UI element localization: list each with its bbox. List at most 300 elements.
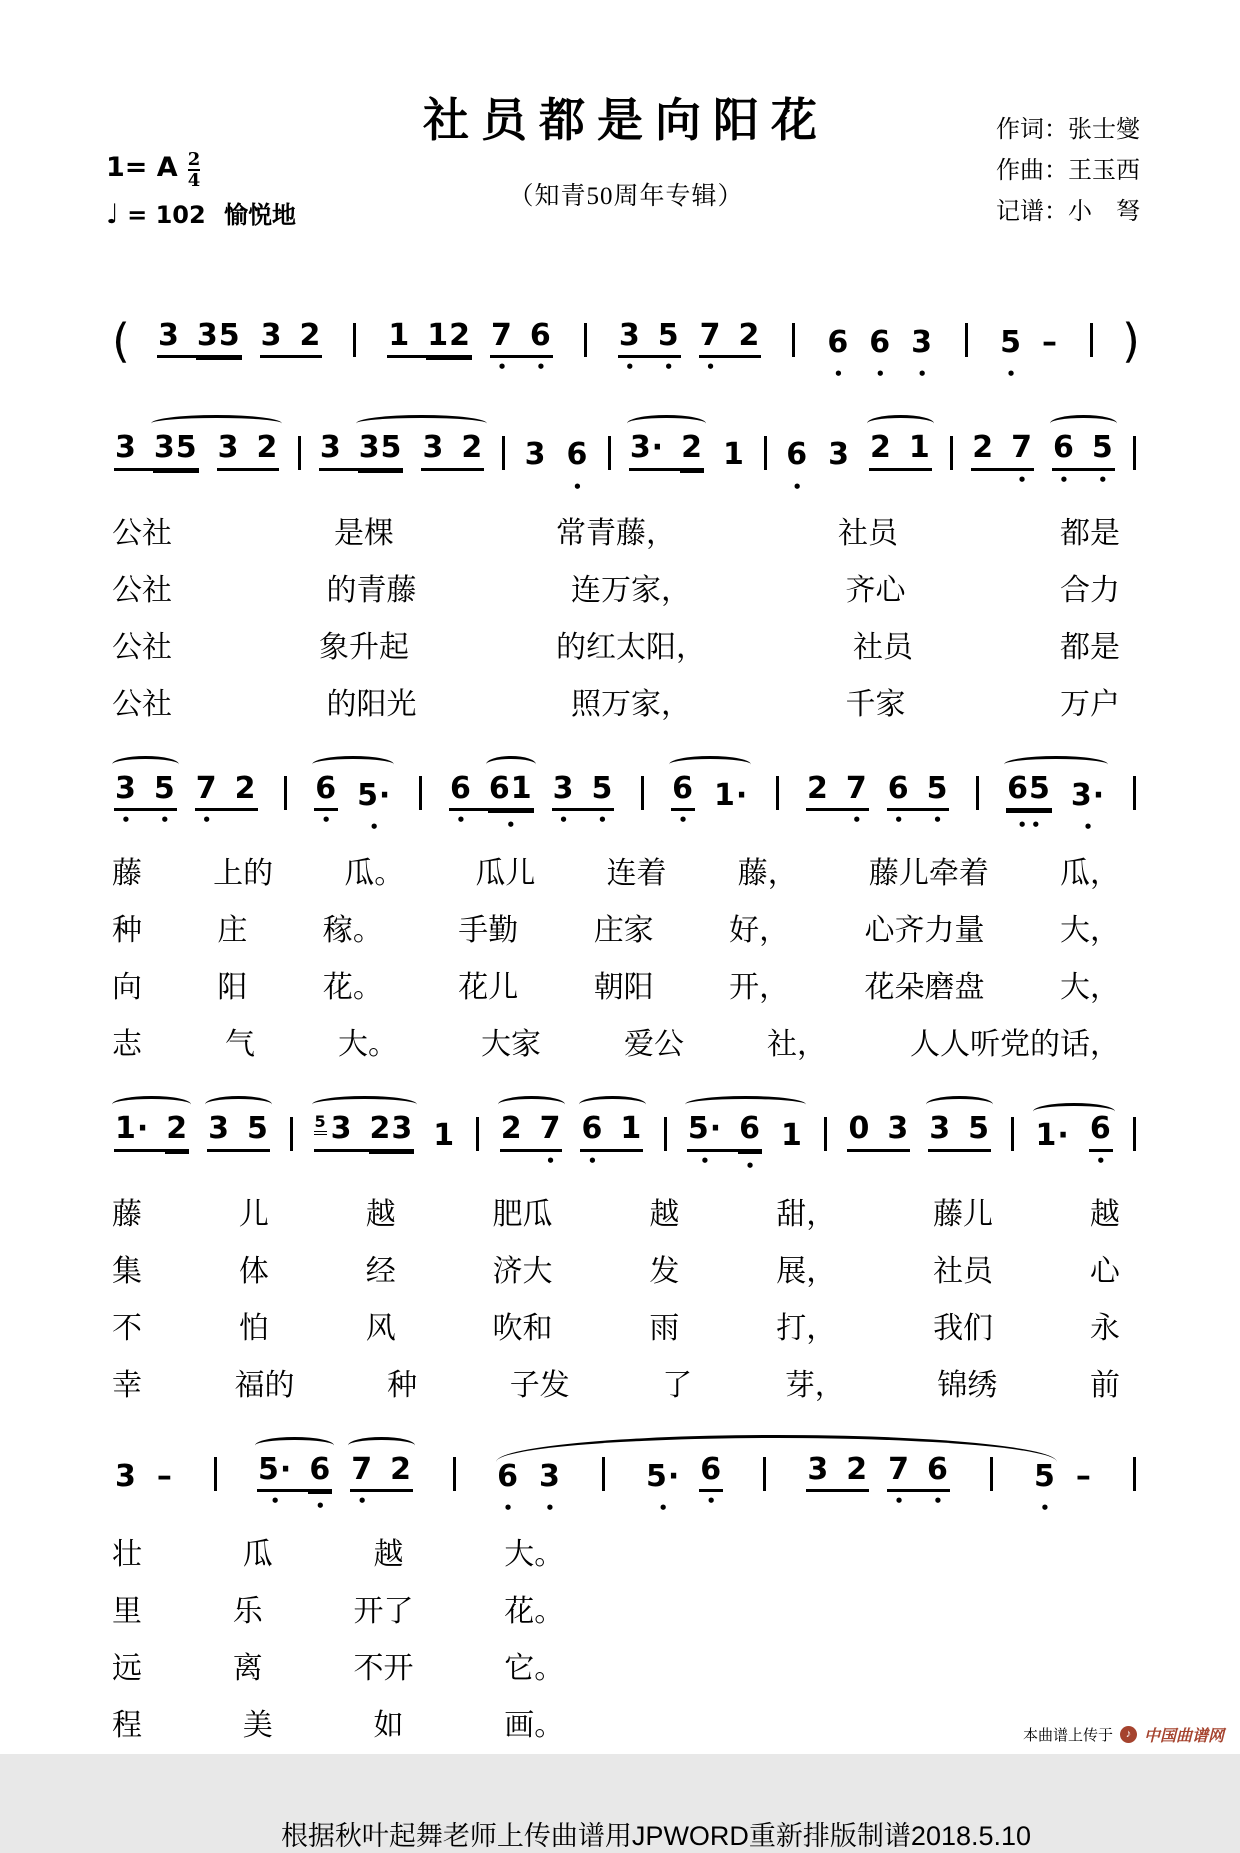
lyric-syllable: 象升起 [319,630,409,664]
note-number: 6 [672,770,694,806]
beam-group [207,1113,270,1152]
note-number: 1 [388,317,411,353]
octave-dot: • [1006,365,1020,383]
jianpu-note [928,1113,952,1145]
beam-group [566,437,590,496]
lyric-syllable: 心齐力量 [864,914,985,947]
octave-dot: • [917,365,931,383]
jianpu-note [1091,430,1115,489]
measure [685,1111,806,1175]
slur-arc [348,1437,415,1454]
lyric-row [112,679,1140,723]
lyric-row [112,1586,564,1630]
slur-arc [112,756,179,773]
octave-dot: • [597,811,612,829]
jianpu-note [847,1113,871,1145]
note-number: – [1075,1458,1092,1494]
lyric-syllable: 永 [1089,1311,1120,1345]
measure [627,432,748,471]
lyric-syllable: 经 [365,1254,396,1288]
measure [522,437,592,496]
note-number: 3· [1070,777,1106,813]
note-number: 5 [153,770,176,806]
note-number: 3 [911,324,934,360]
measure [845,1113,993,1152]
octave-dot: • [369,818,383,836]
beam-group [195,770,258,829]
beam-group [999,324,1023,383]
lyric-syllable: 花儿 [458,971,519,1004]
beam-group [490,317,553,376]
note-number: 3 [929,1111,952,1146]
lyric-syllable: 它。 [504,1652,565,1685]
music-line [112,406,1140,495]
jianpu-note [827,439,851,471]
lyric-syllable: 藤儿牵着 [868,857,989,890]
note-number: 5· [687,1111,723,1146]
note-number: 1· [115,1111,150,1146]
note-number: 3 [552,770,575,806]
barline [990,1457,993,1491]
beam-group [350,1451,413,1510]
measure [1033,1111,1115,1170]
slur-arc [579,1096,646,1113]
lyric-syllable: 心 [1089,1254,1120,1288]
measure [616,317,764,376]
note-number: 0 [848,1111,871,1146]
beam-group [552,770,615,829]
note-number: 6 [926,1451,949,1487]
lyric-syllable: 幸 [112,1368,142,1402]
quarter-note-icon: ♩ [106,199,119,230]
lyric-syllable: 雨 [649,1311,680,1345]
lyric-row [112,962,1140,1006]
lyric-syllable: 越 [373,1538,404,1571]
music-system [112,286,1140,382]
measure [112,1458,176,1494]
lyric-row [112,905,1140,949]
lyric-syllable: 朝阳 [593,971,654,1004]
lyric-syllable: 我们 [933,1311,994,1345]
lyric-row [112,1643,564,1687]
jianpu-note [999,324,1023,383]
jianpu-note [1052,430,1076,489]
lyric-syllable: 是棵 [334,516,394,550]
jianpu-note [722,439,746,471]
note-number: 2 [738,317,761,353]
beam-group [645,1458,681,1517]
jianpu-note [165,1113,189,1145]
measure [317,432,486,471]
jianpu-note [387,317,411,353]
barline [419,776,422,810]
note-number: 35 [153,430,198,465]
jianpu-note [490,317,514,376]
jianpu-note [114,1113,150,1145]
barline [776,776,779,810]
jianpu-note [713,777,749,813]
music-note-icon: ♪ [1125,1728,1132,1740]
lyric-syllable: 齐心 [845,573,906,607]
barline [502,436,505,470]
note-number: 6 [315,770,338,806]
measure [494,1458,564,1517]
jianpu-note [488,770,534,834]
note-number: 3 [115,430,137,465]
barline [284,776,287,810]
octave-dot: • [321,811,335,829]
lyric-syllable: 瓜， [1059,857,1120,890]
measure [783,430,934,496]
lyric-syllable: 种 [387,1368,418,1402]
beam-group [1006,770,1052,834]
grace-note: 5 [314,1114,327,1135]
lyric-syllable: 开了 [353,1595,414,1628]
note-number: 3 [115,1458,137,1494]
note-number: 1 [620,1111,643,1146]
lyric-syllable: 稼。 [322,914,383,947]
lyric-syllable: 画。 [504,1709,565,1742]
octave-dot: • [456,811,470,829]
octave-dot: • [545,1151,560,1170]
close-paren: ) [1122,314,1140,368]
lyric-syllable: 福的 [234,1368,295,1402]
lyric-syllable: 藤， [737,857,798,890]
measure [1031,1458,1095,1517]
note-number: 6 [1089,1111,1112,1146]
octave-dot: • [1095,1151,1110,1170]
music-line [112,747,1140,836]
jianpu-note [869,432,893,464]
transcriber-credit: 记谱：小 弩 [996,199,1140,225]
beam-group [868,324,892,383]
lyric-syllable: 公社 [112,687,172,721]
tempo-marking [106,195,296,230]
octave-dot: • [545,1499,559,1517]
slur-arc [312,1096,417,1113]
beam-group [869,432,932,471]
octave-dot: • [160,811,174,829]
octave-dot: • [932,811,947,829]
jianpu-note [449,770,473,829]
jianpu-note [257,1451,293,1510]
jianpu-note [369,1113,415,1145]
lyric-syllable: 照万家， [571,687,691,721]
octave-dot: • [893,811,908,829]
jianpu-note [195,770,219,829]
note-number: 3 [330,1111,353,1146]
octave-dot: • [503,1499,517,1517]
beam-group [114,1458,138,1494]
lyric-syllable: 社员 [933,1254,994,1288]
note-number: 1 [433,1118,456,1153]
upload-prefix: 本曲谱上传于 [1022,1727,1113,1744]
lyric-syllable: 社员 [853,630,913,664]
barline [1011,1117,1014,1151]
lyric-syllable: 连万家， [571,573,691,607]
jianpu-note [591,770,615,829]
beam-group [432,1120,456,1152]
jianpu-note [260,317,284,353]
music-system [112,1428,1140,1745]
slur-arc [496,1435,1057,1462]
jianpu-note [967,1113,991,1145]
jianpu-note [156,1458,174,1494]
jianpu-note [886,1113,910,1145]
beam-group [538,1458,562,1517]
jianpu-note [629,432,665,464]
octave-dot: • [505,816,520,834]
lyric-syllable: 都是 [1060,516,1120,550]
key-tempo-block [106,148,296,230]
beam-group [449,770,534,834]
beam-group [847,1113,910,1152]
note-number: 6 [529,317,552,353]
music-line [112,1087,1140,1176]
beam-group [319,432,404,471]
beam-group [910,324,934,383]
octave-dot: • [1040,1499,1054,1517]
octave-dot: • [833,365,848,383]
lyric-syllable: 大。 [338,1028,398,1061]
lyric-syllable: 藤 [112,857,142,890]
beam-group [314,770,338,829]
jianpu-note [524,439,548,471]
barline [602,1457,605,1491]
note-number: 2 [500,1111,523,1146]
note-number: 35 [358,430,403,465]
note-number: 35 [196,317,241,353]
lyric-row [112,1360,1140,1404]
beam-group [157,317,242,359]
jianpu-note [246,1113,270,1145]
lyric-syllable: 庄 [217,914,248,947]
lyric-syllable: 甜， [776,1197,837,1231]
score-body [112,286,1140,1744]
jianpu-note [539,1111,563,1170]
note-number: 1· [713,777,749,813]
lyric-row [112,1019,1140,1063]
slur-arc [926,1096,993,1113]
beam-group [806,770,869,829]
octave-dot: • [1083,818,1097,836]
note-number: – [1041,324,1058,360]
lyric-syllable: 大， [1059,971,1120,1004]
octave-dot: • [875,365,890,383]
music-system [112,747,1140,1064]
measure [824,324,936,383]
jianpu-note [845,770,869,829]
octave-dot: • [1017,470,1031,489]
note-number: 7 [888,1451,910,1487]
jianpu-note [153,432,199,464]
lyric-syllable: 好， [729,914,790,947]
octave-dot: • [625,358,639,376]
beam-group [827,439,851,471]
note-number: 3· [629,430,665,465]
lyric-syllable: 公社 [112,573,172,607]
slur-arc [1033,1103,1115,1120]
beam-group [156,1458,174,1494]
note-number: 3 [208,1111,231,1146]
lyric-syllable: 瓜儿 [475,857,536,890]
lyric-syllable: 庄家 [593,914,654,947]
octave-dot: • [678,811,692,829]
note-number: 2 [870,430,892,465]
song-title: 社员都是向阳花 [423,94,829,146]
note-number: 5 [968,1111,990,1146]
beam-group [1041,324,1059,360]
barline [584,323,587,357]
lyric-syllable: 常青藤， [556,516,676,550]
beam-group [114,1113,189,1152]
lyric-syllable: 乐 [232,1595,263,1628]
score-header [106,84,1140,262]
barline [763,1457,766,1491]
note-number: 6 [497,1458,519,1494]
measure [385,317,554,376]
octave-dot: • [497,358,511,376]
beam-group [580,1111,643,1170]
lyric-syllable: 社， [767,1028,827,1061]
lyric-syllable: 济大 [492,1254,553,1288]
jianpu-note [618,317,642,376]
beam-group [1070,777,1106,836]
lyric-syllable: 的青藤 [326,573,417,607]
note-number: 6 [700,1451,723,1487]
lyric-syllable: 公社 [112,630,172,664]
jianpu-note [234,770,258,806]
lyric-row [112,1529,564,1573]
note-number: 1 [908,430,931,465]
jianpu-note [926,770,950,829]
note-number: 3 [157,317,180,353]
jianpu-note [432,1120,456,1152]
jianpu-note [308,1451,332,1515]
measure [312,770,394,836]
jianpu-note [314,1113,354,1145]
jianpu-note [737,317,761,353]
barline [214,1457,217,1491]
lyric-syllable: 手勤 [458,914,519,947]
lyric-syllable: 千家 [845,687,906,721]
lyric-row [112,1246,1140,1290]
note-number: 5 [1000,324,1022,360]
note-number: 6 [869,324,892,360]
beam-group [722,439,746,471]
lyric-syllable: 藤儿 [933,1197,994,1231]
beam-group [780,1120,804,1152]
note-number: 2 [234,770,257,806]
note-number: 3 [260,317,283,353]
octave-dot: • [201,811,216,829]
beam-group [629,432,704,471]
measure [155,317,324,359]
beam-group [618,317,681,376]
beam-group [114,432,199,471]
lyric-syllable: 集 [112,1254,142,1288]
note-number: 7 [699,317,722,353]
jianpu-note [780,1120,804,1152]
note-number: 61 [488,770,533,806]
note-number: 2 [166,1111,189,1146]
lyric-syllable: 上的 [213,857,274,890]
note-number: 6 [786,437,809,472]
lyric-syllable: 花。 [504,1595,565,1628]
measure [997,324,1061,383]
barline [608,436,611,470]
barline [1133,1117,1136,1151]
beam-group [524,439,548,471]
lyric-syllable: 藤 [112,1197,142,1231]
note-number: 2 [806,770,829,806]
note-number: 2 [256,430,279,465]
octave-dot: • [700,1151,714,1170]
lyric-syllable: 爱公 [624,1028,684,1061]
beam-group [257,1451,332,1515]
lyric-row [112,622,1140,666]
octave-dot: • [933,1492,947,1510]
measure [969,430,1117,489]
note-number: 6 [1052,430,1075,465]
note-number: 3 [319,430,342,465]
note-number: 5 [1091,430,1114,465]
slur-arc [255,1437,334,1454]
beam-group [1075,1458,1093,1494]
jianpu-note [529,317,553,376]
jianpu-note [538,1458,562,1517]
note-number: 1· [1035,1118,1070,1153]
note-number: 3 [807,1451,830,1487]
beam-group [699,317,762,376]
note-number: 23 [369,1111,414,1146]
beam-group [421,432,484,471]
jianpu-note [785,437,809,496]
lyric-syllable: 儿 [238,1197,269,1231]
lyric-syllable: 大， [1059,914,1120,947]
music-system [112,406,1140,723]
slur-arc [685,1096,806,1113]
lyric-syllable: 肥瓜 [492,1197,553,1231]
note-number: 3 [524,437,547,472]
jianpu-note [298,317,322,353]
slur-arc [1004,756,1108,773]
beam-group [928,1113,991,1152]
octave-dot: • [792,477,807,496]
jianpu-note [356,777,392,836]
lyric-syllable: 人人听党的话， [910,1028,1120,1061]
lyric-syllable: 打， [776,1311,837,1345]
octave-dot: • [663,358,678,376]
lyric-row [112,508,1140,552]
lyric-syllable: 越 [1089,1197,1120,1231]
note-number: 2 [846,1451,869,1487]
lyric-syllable: 向 [112,971,142,1004]
jianpu-note [671,770,695,829]
beam-group [826,324,850,383]
barline [976,776,979,810]
jianpu-note [319,432,343,464]
octave-dot: • [1059,470,1073,489]
lyric-syllable: 气 [225,1028,255,1061]
jianpu-note [657,317,681,376]
barline [824,1117,827,1151]
note-number: 3 [115,770,137,806]
lyric-syllable: 里 [112,1595,142,1628]
composer-credit: 作曲：王玉西 [996,158,1140,184]
beam-group [1033,1458,1057,1517]
jianpu-note [460,432,484,464]
